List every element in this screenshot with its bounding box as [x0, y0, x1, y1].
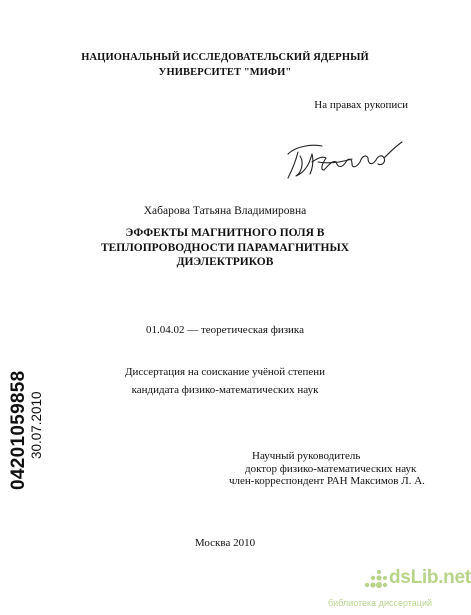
title-line-1: ЭФФЕКТЫ МАГНИТНОГО ПОЛЯ В [125, 227, 325, 239]
supervisor-line-1: Научный руководитель [252, 450, 361, 462]
degree-line-1: Диссертация на соискание учёной степени [124, 366, 326, 378]
watermark-brand: dsLib.net [389, 567, 471, 588]
title-line-3: ДИЭЛЕКТРИКОВ [176, 256, 274, 268]
institution-line-2: УНИВЕРСИТЕТ "МИФИ" [158, 67, 292, 78]
city-year: Москва 2010 [194, 537, 256, 549]
supervisor-block [229, 450, 425, 488]
supervisor-line-3: член-корреспондент РАН Максимов Л. А. [229, 475, 425, 487]
institution-line-1: НАЦИОНАЛЬНЫЙ ИССЛЕДОВАТЕЛЬСКИЙ ЯДЕРНЫЙ [81, 52, 369, 63]
stamp-code: 04201059858 [8, 370, 29, 490]
watermark-tagline: библиотека диссертаций [328, 598, 433, 608]
dslib-watermark[interactable] [328, 565, 471, 615]
institution-header [0, 50, 450, 80]
supervisor-line-2: доктор физико-математических наук [245, 462, 417, 475]
rights-note: На правах рукописи [314, 99, 408, 111]
stamp-date: 30.07.2010 [29, 391, 44, 459]
specialty-code: 01.04.02 — теоретическая физика [145, 324, 304, 336]
degree-line-2: кандидата физико-математических наук [131, 384, 319, 396]
handwritten-signature [282, 132, 404, 182]
dissertation-title [0, 226, 450, 270]
author-name: Хабарова Татьяна Владимировна [143, 205, 307, 217]
watermark-tag-wrap [328, 565, 450, 615]
library-stamp [8, 370, 44, 490]
degree-statement [0, 363, 450, 399]
title-line-2: ТЕПЛОПРОВОДНОСТИ ПАРАМАГНИТНЫХ [100, 241, 350, 254]
